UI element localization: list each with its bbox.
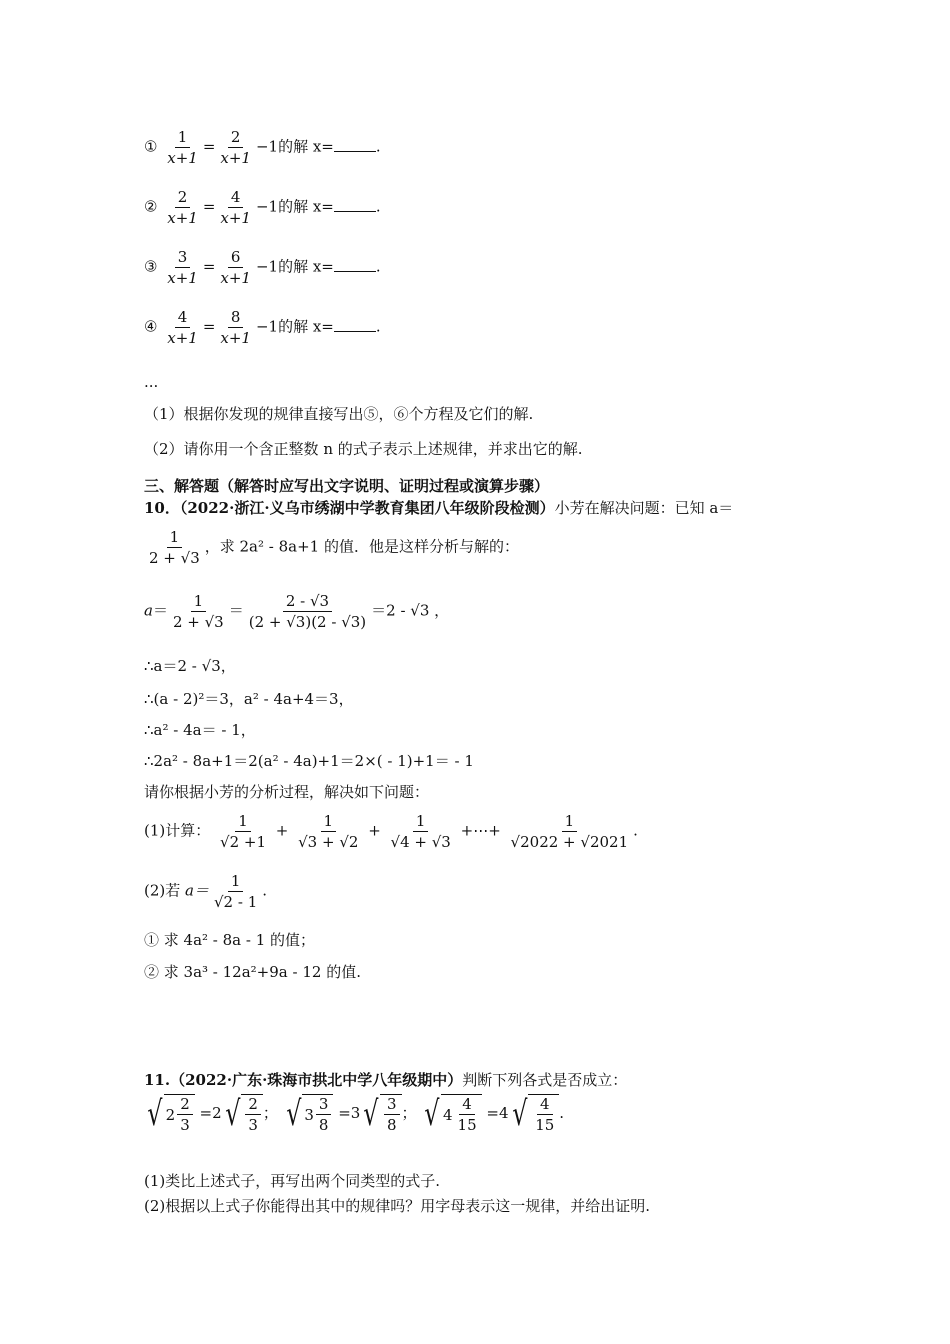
question-10-instruction: 请你根据小芳的分析过程，解决如下问题： [144, 783, 430, 801]
fraction: $\frac{2 - √3}{(2 + √3)(2 - √3)}$ [248, 592, 367, 631]
section-heading: 三、解答题（解答时应写出文字说明、证明过程或演算步骤） [144, 477, 550, 495]
question-10-step-3: ∴(a - 2)²＝3，a² - 4a+4＝3， [144, 690, 354, 708]
question-9-part-1: （1）根据你发现的规律直接写出⑤，⑥个方程及它们的解. [144, 405, 534, 423]
fraction: $\frac{1}{x+1}$ [167, 128, 198, 167]
equation-number: ① [144, 137, 158, 156]
answer-blank [334, 197, 376, 212]
question-10-given: $\frac{1}{2 + √3}$ ，求 2a² - 8a+1 的值．他是这样分析与解的： [144, 528, 519, 567]
fraction: $\frac{1}{√3 + √2}$ [298, 812, 359, 851]
ellipsis: ... [144, 373, 159, 391]
question-10-step-4: ∴a² - 4a＝ - 1， [144, 721, 256, 739]
equation-3: ③ $\frac{3}{x+1}$ = $\frac{6}{x+1}$ −1的解 x= . [144, 248, 381, 287]
equation-number: ④ [144, 317, 158, 336]
question-source: 11.（2022·广东·珠海市拱北中学八年级期中） [144, 1071, 463, 1089]
question-text: 判断下列各式是否成立： [462, 1071, 628, 1089]
fraction: $\frac{1}{√4 + √3}$ [390, 812, 451, 851]
question-10-part-1: (1)计算： $\frac{1}{√2 +1}$ + $\frac{1}{√3 + √2}$ + $\frac{1}{√4 + √3}$ +⋯+ $\frac{1}{√2022 + √2021}$ . [144, 812, 638, 851]
fraction: $\frac{1}{√2 +1}$ [220, 812, 267, 851]
question-10-sub-2: ② 求 3a³ - 12a²+9a - 12 的值. [144, 963, 361, 981]
fraction: $\frac{1}{2 + √3}$ [149, 528, 200, 567]
fraction: $\frac{6}{x+1}$ [220, 248, 251, 287]
question-11-part-1: (1)类比上述式子，再写出两个同类型的式子. [144, 1172, 441, 1190]
fraction: $\frac{3}{x+1}$ [167, 248, 198, 287]
fraction: $\frac{2}{x+1}$ [167, 188, 198, 227]
answer-blank [334, 257, 376, 272]
question-10-step-2: ∴a＝2 - √3， [144, 657, 236, 675]
fraction: $\frac{4}{x+1}$ [220, 188, 251, 227]
question-10-sub-1: ① 求 4a² - 8a - 1 的值； [144, 931, 316, 949]
fraction: $\frac{1}{2 + √3}$ [172, 592, 224, 631]
question-11-header [144, 1070, 627, 1090]
fraction: $\frac{1}{√2022 + √2021}$ [510, 812, 629, 851]
answer-blank [334, 317, 376, 332]
question-11-formulas: √ 2 $\frac{2}{3}$ =2 √ $\frac{2}{3}$ ； √ 3 $\frac{3}{8}$ =3 √ $\frac{3}{8}$ ； √ 4 $\frac{4}{15}$ =4 √ $\frac{4}{15}$ . [147, 1094, 565, 1134]
question-9-part-2: （2）请你用一个含正整数 n 的式子表示上述规律，并求出它的解. [144, 440, 583, 458]
fraction: $\frac{1}{√2 - 1}$ [213, 872, 258, 911]
equation-number: ③ [144, 257, 158, 276]
question-10-step-5: ∴2a² - 8a+1＝2(a² - 4a)+1＝2×( - 1)+1＝ - 1 [144, 752, 474, 770]
equation-4: ④ $\frac{4}{x+1}$ = $\frac{8}{x+1}$ −1的解 x= . [144, 308, 381, 347]
question-source: 10．（2022·浙江·义乌市绣湖中学教育集团八年级阶段检测） [144, 499, 555, 517]
question-10-part-2: (2)若 a＝ $\frac{1}{√2 - 1}$ . [144, 872, 268, 911]
fraction: $\frac{8}{x+1}$ [220, 308, 251, 347]
fraction: $\frac{2}{x+1}$ [220, 128, 251, 167]
equation-2: ② $\frac{2}{x+1}$ = $\frac{4}{x+1}$ −1的解 x= . [144, 188, 381, 227]
equation-1: ① $\frac{1}{x+1}$ = $\frac{2}{x+1}$ −1的解 x= . [144, 128, 381, 167]
question-10-step-1: a＝ $\frac{1}{2 + √3}$ ＝ $\frac{2 - √3}{(2 + √3)(2 - √3)}$ ＝2 - √3 ， [144, 592, 450, 631]
question-11-part-2: (2)根据以上式子你能得出其中的规律吗？用字母表示这一规律，并给出证明. [144, 1197, 651, 1215]
question-text: 小芳在解决问题：已知 a＝ [554, 499, 734, 517]
answer-blank [334, 137, 376, 152]
question-10-header [144, 498, 733, 518]
fraction: $\frac{4}{x+1}$ [167, 308, 198, 347]
equation-number: ② [144, 197, 158, 216]
